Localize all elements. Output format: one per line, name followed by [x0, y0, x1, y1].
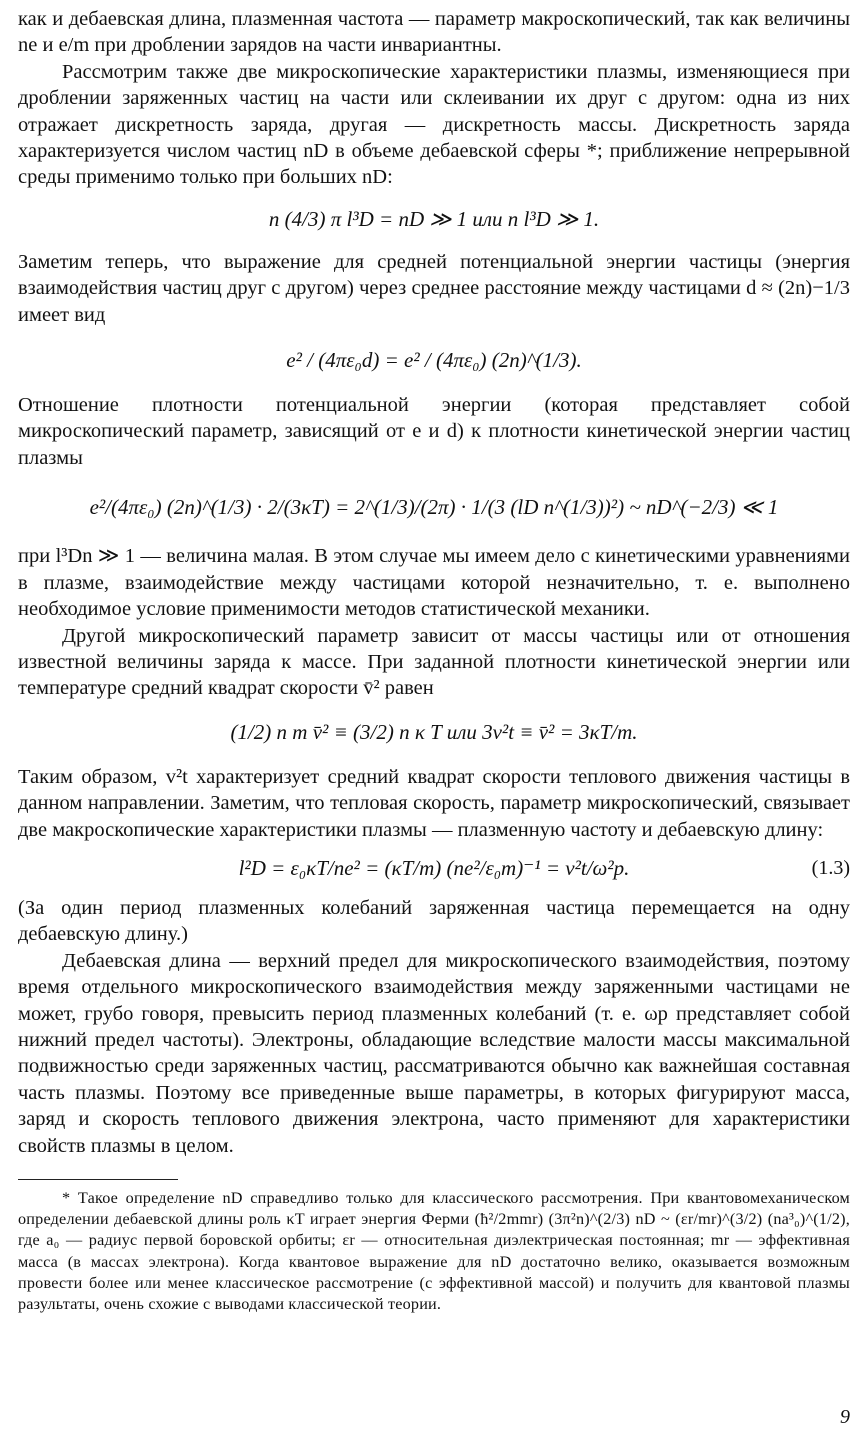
equation-5-number: (1.3): [811, 857, 850, 880]
equation-2-text: e² / (4πε₀d) = e² / (4πε₀) (2n)^(1/3).: [286, 347, 582, 372]
paragraph-8: (За один период плазменных колебаний заряженная частица перемещается на одну дебаевскую длину.): [18, 896, 850, 946]
paragraph-1: как и дебаевская длина, плазменная частота — параметр макроскопический, так как величины ne и e/m при дроблении зарядов на части инвариантны.: [18, 8, 850, 57]
paragraph-3: Заметим теперь, что выражение для средней потенциальной энергии частицы (энергия взаимодействия частиц друг с другом) через среднее расстояние между частицами d ≈ (2n)−1/3 имеет вид: [18, 250, 850, 326]
paragraph-4: Отношение плотности потенциальной энергии (которая представляет собой микроскопический параметр, зависящий от e и d) к плотности кинетической энергии частиц плазмы: [18, 394, 850, 469]
paragraph-7: Таким образом, v²t характеризует средний квадрат скорости теплового движения частицы в данном направлении. Заметим, что тепловая скорость, параметр микроскопический, связывает две макроскопические характеристики плазмы — плазменную частоту и дебаевскую длину:: [18, 765, 850, 841]
footnote-divider: [18, 1179, 178, 1180]
equation-3: [18, 471, 850, 543]
equation-4-text: (1/2) n m v̄² ≡ (3/2) n κ T или 3v²t ≡ v̄² = 3κT/m.: [230, 720, 638, 745]
paragraph-5: при l³Dn ≫ 1 — величина малая. В этом случае мы имеем дело с кинетическими уравнениями в плазме, взаимодействие между частицами которой незначительно, т. е. выполнено необходимое условие применимости методов статистической механики.: [18, 545, 850, 621]
equation-2: [18, 328, 850, 392]
page-number: 9: [840, 1406, 850, 1428]
equation-1-text: n (4/3) π l³D = nD ≫ 1 или n l³D ≫ 1.: [268, 207, 600, 232]
page-body: [18, 6, 850, 1315]
paragraph-2: Рассмотрим также две микроскопические характеристики плазмы, изменяющиеся при дроблении заряженных частиц на части или склеивании их друг с другом: одна из них отражает дискретность заряда, другая — дискретность массы. Дискретность заряда характеризуется числом частиц nD в объеме дебаевской сферы *; приближение непрерывной среды применимо только при больших nD:: [18, 60, 850, 189]
paragraph-6: Другой микроскопический параметр зависит от массы частицы или от отношения известной величины заряда к массе. При заданной плотности кинетической энергии или температуре средний квадрат скорости v̄² равен: [18, 624, 850, 700]
equation-5-text: l²D = ε₀κT/ne² = (κT/m) (ne²/ε₀m)⁻¹ = v²t/ω²p.: [238, 856, 630, 881]
equation-4: [18, 702, 850, 764]
footnote: * Такое определение nD справедливо только для классического рассмотрения. При квантовомеханическом определении дебаевской длины роль κT играет энергия Ферми (ħ²/2mmr) (3π²n)^(2/3) nD ~ (εr/mr)^(3/2) (na³₀)^(1/2), где a₀ — радиус первой боровской орбиты; εr — относительная диэлектрическая постоянная; mr — эффективная масса (в массах электрона). Когда квантовое выражение для nD достаточно велико, оказывается возможным провести более или менее классическое рассмотрение (с эффективной массой) и получить для квантовой плазмы разультаты, очень схожие с выводами классической теории.: [18, 1189, 850, 1314]
equation-5: [18, 843, 850, 895]
equation-1: [18, 191, 850, 249]
paragraph-9: Дебаевская длина — верхний предел для микроскопического взаимодействия, поэтому время отдельного микроскопического взаимодействия между заряженными частицами не может, грубо говоря, превысить период плазменных колебаний (т. е. ωp представляет собой нижний предел частоты). Электроны, обладающие вследствие малости массы максимальной подвижностью среди заряженных частиц, рассматриваются обычно как важнейшая составная часть плазмы. Поэтому все приведенные выше параметры, в которых фигурируют масса, заряд и скорость теплового движения электрона, часто применяют для характеристики свойств плазмы в целом.: [18, 949, 850, 1157]
equation-3-text: e²/(4πε₀) (2n)^(1/3) · 2/(3κT) = 2^(1/3)/(2π) · 1/(3 (lD n^(1/3))²) ~ nD^(−2/3) ≪ 1: [89, 494, 779, 519]
